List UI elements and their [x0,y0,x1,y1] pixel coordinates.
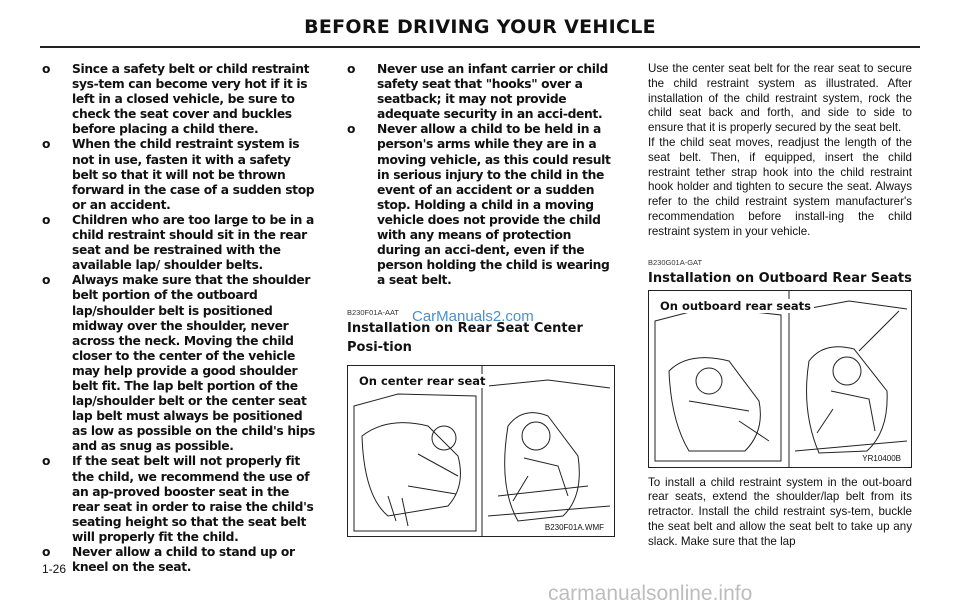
warning-item [42,213,318,273]
figure-outboard-seats [648,290,912,468]
warning-text: Never use an infant carrier or child safety seat that "hooks" over a seatback; it may not provide adequate security in an acci-dent. [377,62,608,122]
warning-item [42,62,318,137]
page-header-title: BEFORE DRIVING YOUR VEHICLE [304,16,656,38]
outboard-seat-illustration [649,291,912,467]
center-seat-illustration [348,366,614,536]
header-rule [40,46,920,48]
warning-list-middle [347,62,615,288]
column-middle [347,62,615,537]
column-right [648,62,912,550]
warning-item [42,454,318,545]
warning-text: Never allow a child to be held in a person's arms while they are in a moving vehicle, as this could result in serious injury to the child in the event of an accident or a sudden stop. Holding a child in a moving vehicle does not provide the child with any means of protection during an acci-dent, even if the person holding the child is wearing a seat belt. [377,122,611,288]
bullet-marker: o [42,62,51,76]
warning-list-left [42,62,318,575]
section-code: B230G01A-GAT [648,257,703,267]
column-left [42,62,318,575]
warning-item [42,545,318,575]
page-number: 1-26 [42,562,67,576]
warning-item [42,137,318,212]
section-title: Installation on Outboard Rear Seats [648,270,912,286]
warning-text: If the seat belt will not properly fit the child, we recommend the use of an ap-proved booster seat in the rear seat in order to raise the child's seating height so that the seat belt will properly fit the child. [72,454,314,544]
warning-text: Children who are too large to be in a child restraint should sit in the rear seat and be restrained with the available lap/ shoulder belts. [72,212,314,273]
bullet-marker: o [42,212,51,227]
warning-text: Since a safety belt or child restraint sys-tem can become very hot if it is left in a closed vehicle, be sure to check the seat cover and buckles before placing a child there. [72,62,310,137]
body-paragraph: If the child seat moves, readjust the length of the seat belt. Then, if equipped, insert the child restraint tether strap hook into the child restraint hook holder and tighten to secure the seat. Always refer to the child restraint system manufacturer's recommendation before install-ing the child restraint system in your vehicle. [648,135,912,238]
bullet-marker: o [347,62,356,76]
body-paragraph: To install a child restraint system in the out-board rear seats, extend the shoulder/lap belt from its retractor. Install the child restraint sys-tem, buckle the seat belt and allow the seat belt to take up any slack. Make sure that the lap [648,475,912,548]
figure-code: B230F01A.WMF [544,523,604,533]
bullet-marker: o [42,545,51,559]
section-title: Installation on Rear Seat Center Posi-tion [347,321,583,356]
warning-item [347,122,615,288]
warning-item [42,273,318,454]
watermark: CarManuals2.com [412,308,534,325]
warning-text: Never allow a child to stand up or kneel on the seat. [72,545,295,575]
section-code: B230F01A-AAT [347,308,399,318]
bullet-marker: o [347,122,356,137]
warning-item [347,62,615,122]
footer-watermark: carmanualsonline.info [548,582,753,605]
figure-label: On outboard rear seats [657,299,814,313]
bullet-marker: o [42,137,51,152]
body-paragraph: Use the center seat belt for the rear seat to secure the child restraint system as illustrated. After installation of the child restraint system, rock the child seat back and forth, and side to side to ensure that it is properly secured by the seat belt. [648,62,912,135]
bullet-marker: o [42,273,51,288]
bullet-marker: o [42,454,51,469]
figure-code: YR10400B [862,453,901,463]
figure-label: On center rear seat [356,374,489,388]
warning-text: Always make sure that the shoulder belt portion of the outboard lap/shoulder belt is positioned midway over the shoulder, never across the neck. Moving the child closer to the center of the vehicle may help provide a good shoulder belt fit. The lap belt portion of the lap/shoulder belt or the center seat lap belt must always be positioned as low as possible on the child's hips and as snug as possible. [72,273,316,454]
figure-center-seat [347,365,615,537]
warning-text: When the child restraint system is not in use, fasten it with a safety belt so that it will not be thrown forward in the case of a sudden stop or an accident. [72,137,315,212]
